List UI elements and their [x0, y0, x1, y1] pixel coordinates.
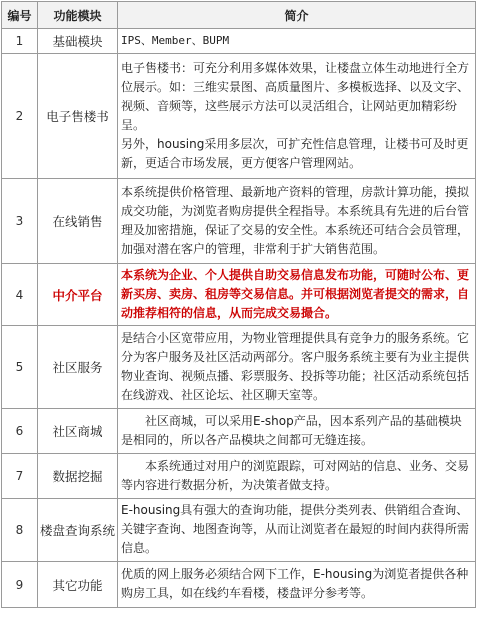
row-number: 3: [2, 179, 38, 264]
description-paragraph: 优质的网上服务必须结合网下工作，E-housing为浏览者提供各种购房工具，如在线约车看楼，楼盘评分参考等。: [121, 567, 469, 600]
feature-table: [1, 1, 476, 608]
row-module: 电子售楼书: [38, 54, 118, 179]
row-description: [118, 179, 476, 264]
row-number: 1: [2, 29, 38, 54]
row-description: [118, 264, 476, 326]
row-number: 7: [2, 454, 38, 499]
description-paragraph: 电子售楼书：可充分利用多媒体效果，让楼盘立体生动地进行全方位展示。如：三维实景图、高质量图片、多模板选择、以及文字、视频、音频等，这些展示方法可以灵活组合，让网站更加精彩纷呈。: [121, 60, 470, 132]
row-number: 4: [2, 264, 38, 326]
row-description: [118, 409, 476, 454]
description-paragraph: 社区商城，可以采用E-shop产品，因本系列产品的基础模块是相同的，所以各产品模块之间都可无缝连接。: [121, 413, 462, 447]
row-module: 社区服务: [38, 326, 118, 409]
table-row-highlighted: [2, 264, 476, 326]
table-row: [2, 409, 476, 454]
row-module: 其它功能: [38, 562, 118, 608]
row-number: 5: [2, 326, 38, 409]
table-row: [2, 454, 476, 499]
row-number: 9: [2, 562, 38, 608]
row-number: 6: [2, 409, 38, 454]
feature-table-container: [1, 1, 475, 608]
row-description: [118, 326, 476, 409]
row-description: [118, 499, 476, 562]
header-description: 简介: [118, 2, 476, 29]
description-paragraph: 本系统通过对用户的浏览跟踪，可对网站的信息、业务、交易等内容进行数据分析，为决策者做支持。: [121, 458, 470, 492]
row-module: 在线销售: [38, 179, 118, 264]
description-paragraph: IPS、Member、BUPM: [121, 34, 230, 47]
table-row: [2, 499, 476, 562]
header-number: 编号: [2, 2, 38, 29]
table-row: [2, 54, 476, 179]
row-number: 2: [2, 54, 38, 179]
row-module: 基础模块: [38, 29, 118, 54]
table-row: [2, 562, 476, 608]
row-module: 中介平台: [38, 264, 118, 326]
row-module: 数据挖掘: [38, 454, 118, 499]
description-paragraph: 另外，housing采用多层次，可扩充性信息管理，让楼书可及时更新，更适合市场发展，更方便客户管理网站。: [121, 136, 469, 170]
description-paragraph: 是结合小区宽带应用，为物业管理提供具有竞争力的服务系统。它分为客户服务及社区活动两部分。客户服务系统主要有为业主提供物业查询、视频点播、彩票服务、投拆等功能；社区活动系统包括在线游戏、社区论坛、社区聊天室等。: [121, 330, 470, 402]
description-paragraph: 本系统提供价格管理、最新地产资料的管理，房款计算功能，摸拟成交功能，为浏览者购房提供全程指导。本系统具有先进的后台管理及加密措施，保证了交易的安全性。本系统还可结合会员管理，加强对潜在客户的管理，非常利于扩大销售范围。: [121, 184, 470, 256]
row-description: [118, 454, 476, 499]
row-module: 楼盘查询系统: [38, 499, 118, 562]
table-row: [2, 326, 476, 409]
description-paragraph: 本系统为企业、个人提供自助交易信息发布功能，可随时公布、更新买房、卖房、租房等交易信息。并可根据浏览者提交的需求，自动推荐相符的信息，从而完成交易撮合。: [121, 267, 470, 320]
row-module: 社区商城: [38, 409, 118, 454]
table-header-row: [2, 2, 476, 29]
row-number: 8: [2, 499, 38, 562]
description-paragraph: E-housing具有强大的查询功能，提供分类列表、供销组合查询、关键字查询、地图查询等，从而让浏览者在最短的时间内获得所需信息。: [121, 503, 470, 555]
row-description: [118, 29, 476, 54]
table-row: [2, 179, 476, 264]
row-description: [118, 54, 476, 179]
table-row: [2, 29, 476, 54]
header-module: 功能模块: [38, 2, 118, 29]
row-description: [118, 562, 476, 608]
